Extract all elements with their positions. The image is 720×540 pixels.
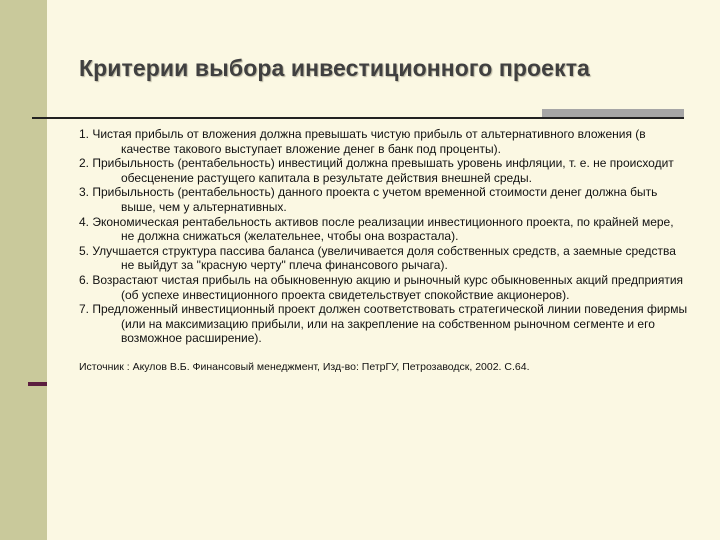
criterion-3: 3. Прибыльность (рентабельность) данного проекта с учетом временной стоимости денег должна быть выше, чем у альтернативных.: [79, 185, 658, 214]
slide-title: Критерии выбора инвестиционного проекта: [79, 55, 590, 81]
left-band-accent-bar: [28, 382, 47, 386]
criterion-4: 4. Экономическая рентабельность активов после реализации инвестиционного проекта, по крайней мере, не должна снижаться (желательнее, чтобы она возрастала).: [79, 214, 674, 244]
criterion-6: 6. Возрастают чистая прибыль на обыкновенную акцию и рыночный курс обыкновенных акций предприятия (об успехе инвестиционного проекта свидетельствует спокойствие акционеров).: [79, 272, 684, 302]
left-decorative-band: [0, 0, 47, 540]
criteria-list: [79, 127, 689, 346]
source-citation: Источник : Акулов В.Б. Финансовый менеджмент, Изд-во: ПетрГУ, Петрозаводск, 2002. С.64.: [79, 360, 530, 373]
title-divider: [32, 117, 684, 119]
criterion-5: 5. Улучшается структура пассива баланса (увеличивается доля собственных средств, а заемные средства не выйдут за "красную черту" плеча финансового рычага).: [79, 243, 676, 273]
criterion-7: 7. Предложенный инвестиционный проект должен соответствовать стратегической линии поведения фирмы (или на максимизацию прибыли, или на закрепление на собственном рыночном сегменте и его возможное расширение).: [79, 302, 688, 346]
criterion-2: 2. Прибыльность (рентабельность) инвестиций должна превышать уровень инфляции, т. е. не происходит обесценение растущего капитала в результате действия внешней среды.: [79, 156, 674, 185]
slide-content: [79, 127, 689, 374]
criterion-1: 1. Чистая прибыль от вложения должна превышать чистую прибыль от альтернативного вложения (в качестве такового выступает вложение денег в банк под проценты).: [79, 127, 646, 156]
